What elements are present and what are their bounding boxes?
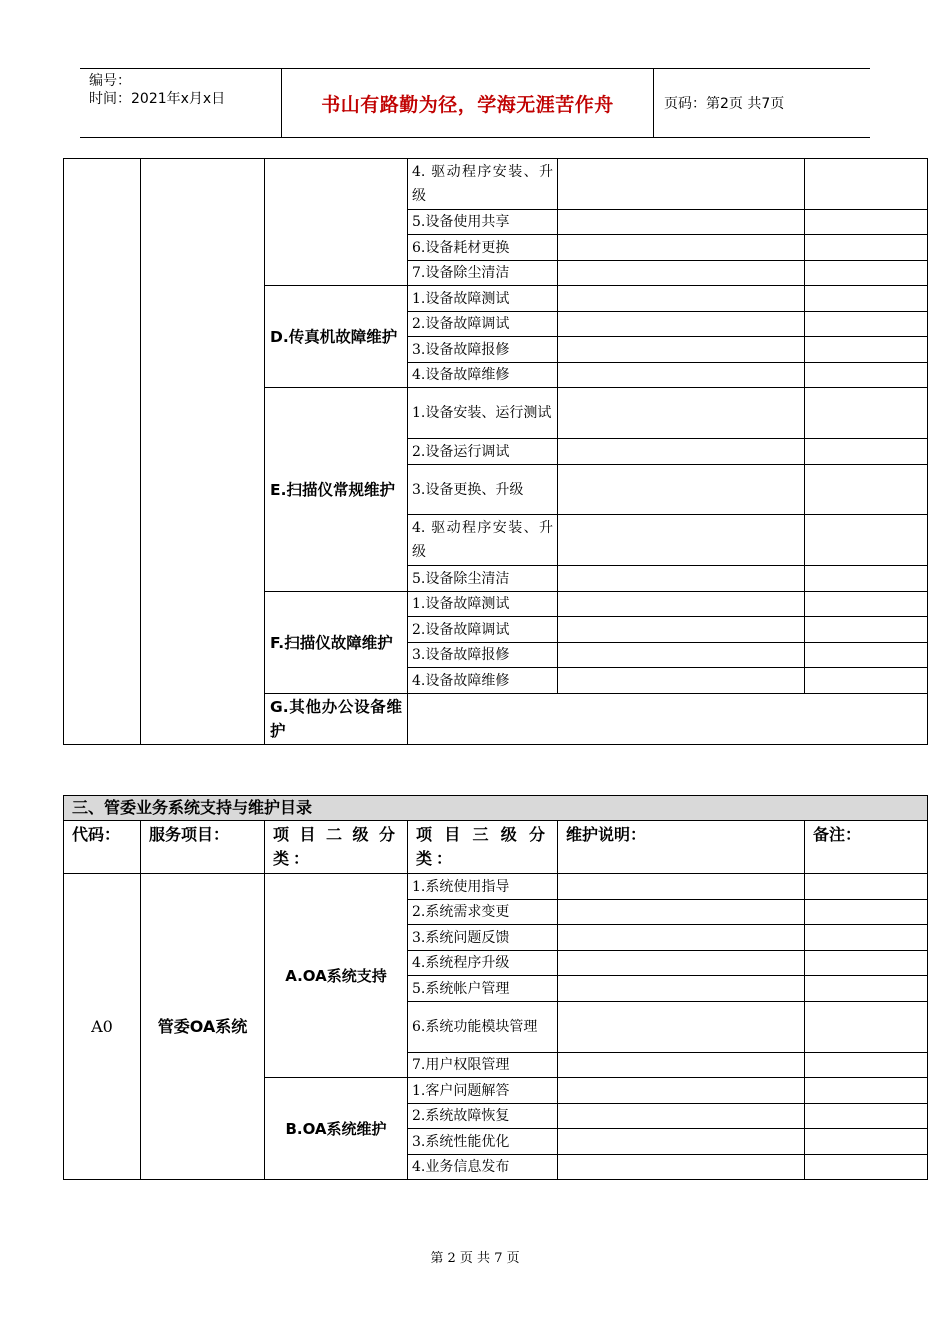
code-value: A0 <box>64 874 141 1180</box>
sub-item: 2.设备故障调试 <box>408 312 558 337</box>
col-header-code: 代码： <box>64 821 141 874</box>
sub-item: 4. 驱动程序安装、升级 <box>408 515 558 566</box>
maint-note-cell <box>558 951 805 976</box>
remark-cell <box>805 1078 928 1104</box>
col-header-service: 服务项目： <box>141 821 265 874</box>
maint-note-cell <box>558 668 805 694</box>
sub-item: 4.业务信息发布 <box>408 1155 558 1180</box>
remark-cell <box>805 312 928 337</box>
maint-note-cell <box>558 900 805 925</box>
remark-cell <box>805 439 928 465</box>
maint-note-cell <box>558 566 805 592</box>
sub-item: 4.设备故障维修 <box>408 363 558 388</box>
sub-item: 4. 驱动程序安装、升级 <box>408 159 558 210</box>
service-value: 管委OA系统 <box>141 874 265 1180</box>
remark-cell <box>805 566 928 592</box>
remark-cell <box>805 388 928 439</box>
sub-item: 5.设备使用共享 <box>408 210 558 235</box>
remark-cell <box>805 1155 928 1180</box>
remark-cell <box>805 592 928 617</box>
remark-cell <box>805 668 928 694</box>
sub-item: 3.设备更换、升级 <box>408 465 558 515</box>
col-header-level3: 项目三级分类： <box>408 821 558 874</box>
remark-cell <box>805 1104 928 1129</box>
maint-note-cell <box>558 617 805 643</box>
sub-item: 2.设备故障调试 <box>408 617 558 643</box>
maint-note-cell <box>558 210 805 235</box>
group-g-title: G.其他办公设备维护 <box>265 694 408 745</box>
remark-cell <box>805 515 928 566</box>
motto: 书山有路勤为径，学海无涯苦作舟 <box>321 93 614 116</box>
maint-note-cell <box>558 312 805 337</box>
section-title: 三、管委业务系统支持与维护目录 <box>64 796 928 821</box>
remark-cell <box>805 286 928 312</box>
page-info: 页码：第2页 共7页 <box>664 96 785 112</box>
sub-item: 1.系统使用指导 <box>408 874 558 900</box>
header-meta <box>80 69 282 137</box>
remark-cell <box>805 261 928 286</box>
page-footer: 第 2 页 共 7 页 <box>430 1251 520 1266</box>
remark-cell <box>805 617 928 643</box>
code-cell <box>64 159 141 745</box>
sub-item: 2.系统需求变更 <box>408 900 558 925</box>
sub-item: 7.用户权限管理 <box>408 1053 558 1078</box>
maint-note-cell <box>558 1002 805 1053</box>
sub-item: 3.设备故障报修 <box>408 643 558 668</box>
col-header-description: 维护说明： <box>558 821 805 874</box>
remark-cell <box>805 900 928 925</box>
sub-item: 2.系统故障恢复 <box>408 1104 558 1129</box>
remark-cell <box>805 159 928 210</box>
sub-item: 3.系统问题反馈 <box>408 925 558 951</box>
remark-cell <box>805 465 928 515</box>
sub-item: 6.设备耗材更换 <box>408 235 558 261</box>
page-header <box>80 68 870 138</box>
remark-cell <box>805 976 928 1002</box>
maint-note-cell <box>558 159 805 210</box>
sub-item: 1.设备故障测试 <box>408 592 558 617</box>
maint-note-cell <box>558 388 805 439</box>
group-d-title: D.传真机故障维护 <box>265 286 408 388</box>
header-page-cell <box>654 69 870 137</box>
maint-note-cell <box>558 1078 805 1104</box>
service-cell <box>141 159 265 745</box>
equipment-table <box>63 158 928 745</box>
maint-note-cell <box>558 874 805 900</box>
maint-note-cell <box>558 465 805 515</box>
sub-item: 1.客户问题解答 <box>408 1078 558 1104</box>
remark-cell <box>805 337 928 363</box>
remark-cell <box>805 1053 928 1078</box>
maint-note-cell <box>558 1053 805 1078</box>
sub-item: 6.系统功能模块管理 <box>408 1002 558 1053</box>
oa-system-table <box>63 795 928 1180</box>
maint-note-cell <box>558 286 805 312</box>
remark-cell <box>805 951 928 976</box>
remark-cell <box>805 1002 928 1053</box>
group-f-title: F.扫描仪故障维护 <box>265 592 408 694</box>
sub-item: 3.系统性能优化 <box>408 1129 558 1155</box>
sub-item: 1.设备故障测试 <box>408 286 558 312</box>
maint-note-cell <box>558 976 805 1002</box>
remark-cell <box>805 874 928 900</box>
maint-note-cell <box>558 592 805 617</box>
group-g-empty <box>408 694 928 745</box>
sub-item: 4.系统程序升级 <box>408 951 558 976</box>
time-label: 时间：2021年x月x日 <box>89 91 226 107</box>
sub-item: 1.设备安装、运行测试 <box>408 388 558 439</box>
group-c-cell <box>265 159 408 286</box>
maint-note-cell <box>558 261 805 286</box>
code-label: 编号： <box>89 73 131 89</box>
col-header-level2: 项目二级分类： <box>265 821 408 874</box>
maint-note-cell <box>558 1104 805 1129</box>
sub-item: 5.系统帐户管理 <box>408 976 558 1002</box>
group-a-title: A.OA系统支持 <box>265 874 408 1078</box>
maint-note-cell <box>558 235 805 261</box>
col-header-remark: 备注： <box>805 821 928 874</box>
remark-cell <box>805 235 928 261</box>
maint-note-cell <box>558 643 805 668</box>
sub-item: 3.设备故障报修 <box>408 337 558 363</box>
maint-note-cell <box>558 515 805 566</box>
sub-item: 4.设备故障维修 <box>408 668 558 694</box>
group-e-title: E.扫描仪常规维护 <box>265 388 408 592</box>
group-b-title: B.OA系统维护 <box>265 1078 408 1180</box>
remark-cell <box>805 363 928 388</box>
maint-note-cell <box>558 439 805 465</box>
remark-cell <box>805 210 928 235</box>
maint-note-cell <box>558 1155 805 1180</box>
maint-note-cell <box>558 337 805 363</box>
sub-item: 5.设备除尘清洁 <box>408 566 558 592</box>
maint-note-cell <box>558 363 805 388</box>
sub-item: 7.设备除尘清洁 <box>408 261 558 286</box>
maint-note-cell <box>558 925 805 951</box>
remark-cell <box>805 1129 928 1155</box>
remark-cell <box>805 643 928 668</box>
maint-note-cell <box>558 1129 805 1155</box>
remark-cell <box>805 925 928 951</box>
sub-item: 2.设备运行调试 <box>408 439 558 465</box>
header-motto-cell <box>282 69 654 137</box>
